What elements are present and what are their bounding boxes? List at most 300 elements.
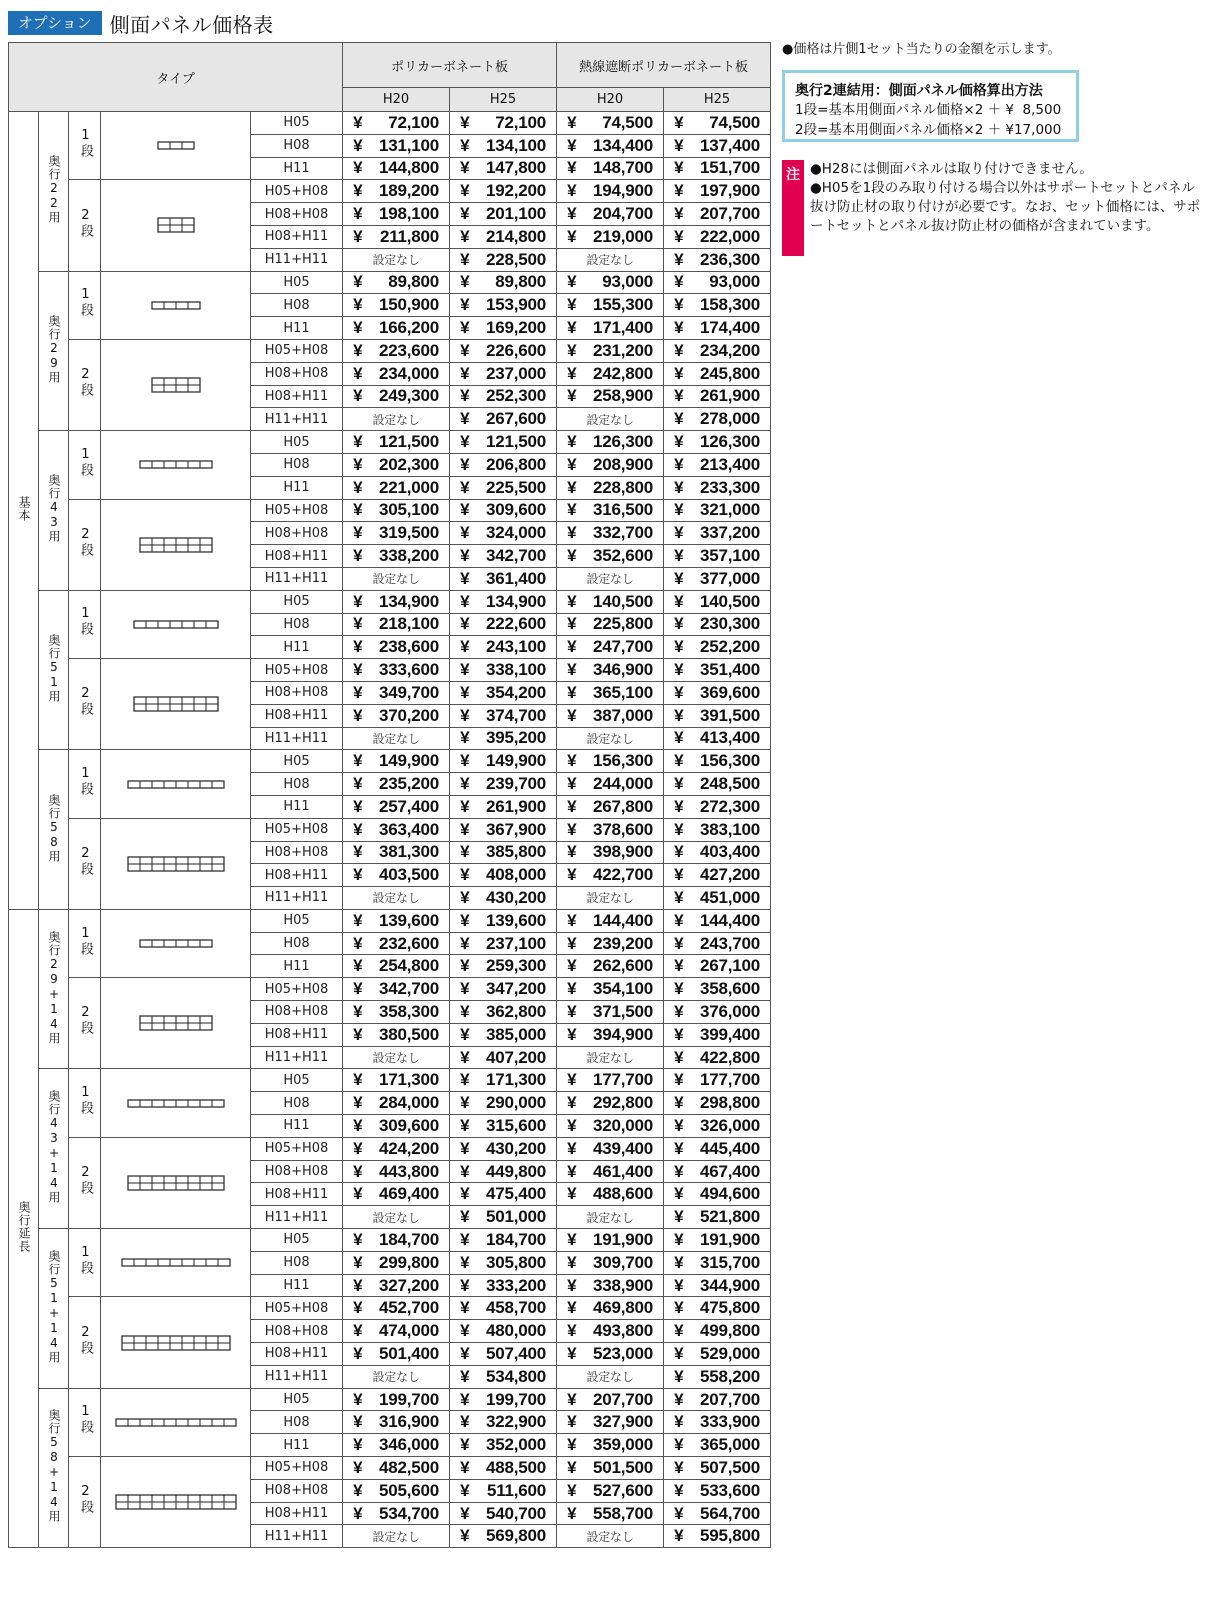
yen-symbol: ¥	[674, 1343, 684, 1363]
yen-symbol: ¥	[674, 1480, 684, 1500]
panel-diagram-icon	[133, 620, 219, 629]
height-size: H08+H08	[251, 362, 343, 385]
panel-diagram	[101, 499, 251, 590]
panel-diagram-icon	[115, 1494, 237, 1510]
yen-symbol: ¥	[353, 796, 363, 816]
panel-diagram	[101, 339, 251, 430]
price-value: 305,800	[486, 1252, 547, 1272]
price-value: 365,100	[593, 682, 654, 702]
price-value: 設定なし	[372, 1051, 420, 1066]
price-cell	[450, 955, 557, 978]
price-cell	[343, 453, 450, 476]
price-value: 501,400	[379, 1343, 440, 1363]
price-cell	[664, 613, 771, 636]
yen-symbol: ¥	[460, 1503, 470, 1523]
price-cell	[557, 795, 664, 818]
price-cell	[664, 476, 771, 499]
price-value: 371,500	[593, 1001, 654, 1021]
price-cell	[450, 1001, 557, 1024]
yen-symbol: ¥	[460, 1161, 470, 1181]
price-value: 258,900	[593, 386, 654, 406]
price-cell	[664, 887, 771, 910]
yen-symbol: ¥	[674, 386, 684, 406]
height-size: H05	[251, 112, 343, 135]
yen-symbol: ¥	[353, 1503, 363, 1523]
price-value: 569,800	[486, 1526, 547, 1546]
price-cell	[557, 932, 664, 955]
height-size: H08	[251, 1251, 343, 1274]
yen-symbol: ¥	[567, 1298, 577, 1318]
price-cell	[664, 955, 771, 978]
yen-symbol: ¥	[460, 1047, 470, 1067]
yen-symbol: ¥	[567, 1321, 577, 1341]
price-cell	[664, 499, 771, 522]
price-cell	[557, 613, 664, 636]
price-cell	[450, 841, 557, 864]
price-value: 290,000	[486, 1093, 547, 1113]
yen-symbol: ¥	[460, 1093, 470, 1113]
price-value: 198,100	[379, 204, 440, 224]
yen-symbol: ¥	[353, 135, 363, 155]
price-value: 284,000	[379, 1093, 440, 1113]
price-cell	[450, 1137, 557, 1160]
depth-label	[39, 909, 69, 1069]
price-cell	[557, 225, 664, 248]
yen-symbol: ¥	[460, 135, 470, 155]
depth-label-text: 奥行43用	[46, 474, 61, 544]
yen-symbol: ¥	[353, 523, 363, 543]
yen-symbol: ¥	[567, 614, 577, 634]
price-cell	[557, 1229, 664, 1252]
price-cell	[343, 727, 450, 750]
price-value: 351,400	[700, 660, 761, 680]
height-size: H05	[251, 1388, 343, 1411]
price-cell	[664, 545, 771, 568]
price-cell	[343, 1388, 450, 1411]
yen-symbol: ¥	[353, 181, 363, 201]
thickness-header: H25	[664, 88, 771, 112]
price-cell	[557, 636, 664, 659]
price-cell	[450, 339, 557, 362]
price-value: 449,800	[486, 1161, 547, 1181]
price-cell	[557, 1001, 664, 1024]
height-size: H11	[251, 1115, 343, 1138]
yen-symbol: ¥	[674, 796, 684, 816]
price-value: 407,200	[486, 1047, 547, 1067]
yen-symbol: ¥	[567, 432, 577, 452]
price-value: 設定なし	[586, 1370, 634, 1385]
yen-symbol: ¥	[674, 340, 684, 360]
yen-symbol: ¥	[567, 477, 577, 497]
yen-symbol: ¥	[674, 910, 684, 930]
price-cell	[343, 1001, 450, 1024]
price-cell	[557, 1457, 664, 1480]
price-value: 設定なし	[586, 412, 634, 427]
price-cell	[557, 1388, 664, 1411]
price-cell	[557, 909, 664, 932]
yen-symbol: ¥	[353, 204, 363, 224]
price-value: 529,000	[700, 1343, 761, 1363]
price-row	[9, 112, 771, 135]
price-value: 252,200	[700, 637, 761, 657]
price-cell	[664, 932, 771, 955]
price-cell	[557, 1023, 664, 1046]
price-value: 197,900	[700, 181, 761, 201]
price-value: 設定なし	[586, 891, 634, 906]
yen-symbol: ¥	[460, 112, 470, 132]
price-value: 540,700	[486, 1503, 547, 1523]
yen-symbol: ¥	[567, 1252, 577, 1272]
price-value: 333,900	[700, 1412, 761, 1432]
panel-diagram-icon	[127, 856, 225, 872]
price-cell	[343, 271, 450, 294]
price-cell	[557, 499, 664, 522]
panel-diagram-icon	[151, 301, 201, 310]
price-cell	[343, 180, 450, 203]
height-size: H11	[251, 636, 343, 659]
price-value: 140,500	[700, 591, 761, 611]
price-cell	[664, 1023, 771, 1046]
yen-symbol: ¥	[674, 409, 684, 429]
yen-symbol: ¥	[460, 1389, 470, 1409]
price-cell	[450, 613, 557, 636]
price-cell	[450, 681, 557, 704]
price-cell	[343, 1160, 450, 1183]
price-cell	[557, 1525, 664, 1548]
height-size: H08+H11	[251, 1343, 343, 1366]
panel-diagram	[101, 818, 251, 909]
yen-symbol: ¥	[353, 956, 363, 976]
price-value: 319,500	[379, 523, 440, 543]
price-value: 403,400	[700, 842, 761, 862]
price-value: 367,900	[486, 819, 547, 839]
yen-symbol: ¥	[674, 1115, 684, 1135]
yen-symbol: ¥	[353, 819, 363, 839]
tier-label	[69, 1297, 101, 1388]
price-cell	[557, 1479, 664, 1502]
yen-symbol: ¥	[674, 1321, 684, 1341]
panel-diagram	[101, 978, 251, 1069]
price-value: 177,700	[593, 1070, 654, 1090]
height-size: H05	[251, 909, 343, 932]
height-size: H08	[251, 134, 343, 157]
price-value: 385,000	[486, 1024, 547, 1044]
price-value: 527,600	[593, 1480, 654, 1500]
price-cell	[343, 339, 450, 362]
price-cell	[664, 157, 771, 180]
depth-label	[39, 112, 69, 272]
price-cell	[343, 522, 450, 545]
price-cell	[343, 887, 450, 910]
panel-diagram	[101, 1069, 251, 1137]
price-value: 139,600	[379, 910, 440, 930]
yen-symbol: ¥	[674, 979, 684, 999]
price-value: 243,100	[486, 637, 547, 657]
yen-symbol: ¥	[674, 1093, 684, 1113]
price-value: 239,700	[486, 774, 547, 793]
panel-diagram-icon	[151, 377, 201, 393]
yen-symbol: ¥	[353, 1252, 363, 1272]
panel-diagram	[101, 909, 251, 977]
price-cell	[664, 385, 771, 408]
price-cell	[664, 841, 771, 864]
price-value: 155,300	[593, 295, 654, 315]
price-cell	[664, 1320, 771, 1343]
height-size: H05	[251, 1069, 343, 1092]
yen-symbol: ¥	[353, 1229, 363, 1249]
yen-symbol: ¥	[674, 1366, 684, 1386]
price-cell	[664, 1137, 771, 1160]
price-cell	[450, 1479, 557, 1502]
yen-symbol: ¥	[567, 1457, 577, 1477]
price-value: 315,600	[486, 1115, 547, 1135]
price-value: 359,000	[593, 1435, 654, 1455]
yen-symbol: ¥	[460, 340, 470, 360]
yen-symbol: ¥	[353, 1161, 363, 1181]
panel-diagram	[101, 590, 251, 658]
price-cell	[664, 294, 771, 317]
height-size: H08	[251, 294, 343, 317]
yen-symbol: ¥	[567, 591, 577, 611]
price-cell	[450, 590, 557, 613]
price-row	[9, 339, 771, 362]
price-value: 218,100	[379, 614, 440, 634]
price-row	[9, 1297, 771, 1320]
price-value: 358,600	[700, 979, 761, 999]
yen-symbol: ¥	[567, 865, 577, 885]
yen-symbol: ¥	[674, 1435, 684, 1455]
price-value: 378,600	[593, 819, 654, 839]
price-cell	[664, 1434, 771, 1457]
tier-label	[69, 659, 101, 750]
price-value: 238,600	[379, 637, 440, 657]
price-value: 261,900	[486, 796, 547, 816]
height-size: H08+H08	[251, 1001, 343, 1024]
tier-label-text: 1段	[77, 446, 93, 477]
price-cell	[664, 1479, 771, 1502]
yen-symbol: ¥	[353, 933, 363, 953]
price-value: 427,200	[700, 865, 761, 885]
price-value: 設定なし	[586, 731, 634, 746]
price-cell	[664, 1069, 771, 1092]
yen-symbol: ¥	[567, 1229, 577, 1249]
yen-symbol: ¥	[460, 705, 470, 725]
yen-symbol: ¥	[567, 340, 577, 360]
price-cell	[343, 932, 450, 955]
price-cell	[343, 681, 450, 704]
price-cell	[343, 294, 450, 317]
price-cell	[343, 317, 450, 340]
yen-symbol: ¥	[460, 523, 470, 543]
yen-symbol: ¥	[674, 591, 684, 611]
price-value: 設定なし	[372, 1370, 420, 1385]
yen-symbol: ¥	[567, 956, 577, 976]
yen-symbol: ¥	[460, 751, 470, 771]
price-value: 設定なし	[372, 412, 420, 427]
price-value: 344,900	[700, 1275, 761, 1295]
tier-label-text: 1段	[77, 766, 93, 797]
price-value: 213,400	[700, 454, 761, 474]
price-value: 326,000	[700, 1115, 761, 1135]
yen-symbol: ¥	[353, 112, 363, 132]
price-value: 399,400	[700, 1024, 761, 1044]
panel-diagram-icon	[157, 217, 195, 233]
yen-symbol: ¥	[353, 682, 363, 702]
price-value: 338,900	[593, 1275, 654, 1295]
height-size: H08+H08	[251, 841, 343, 864]
price-cell	[343, 909, 450, 932]
panel-diagram	[101, 1137, 251, 1228]
tier-label-text: 1段	[77, 127, 93, 158]
height-size: H11	[251, 1274, 343, 1297]
price-cell	[343, 1457, 450, 1480]
price-cell	[557, 294, 664, 317]
yen-symbol: ¥	[460, 1298, 470, 1318]
price-note: ●価格は片側1セット当たりの金額を示します。	[782, 42, 1061, 57]
height-size: H05	[251, 750, 343, 773]
yen-symbol: ¥	[460, 454, 470, 474]
price-value: 230,300	[700, 614, 761, 634]
price-cell	[664, 773, 771, 796]
price-cell	[557, 1206, 664, 1229]
price-cell	[450, 1343, 557, 1366]
price-value: 365,000	[700, 1435, 761, 1455]
price-cell	[450, 545, 557, 568]
height-size: H05+H08	[251, 659, 343, 682]
price-value: 126,300	[700, 432, 761, 452]
price-cell	[664, 362, 771, 385]
price-value: 413,400	[700, 728, 761, 748]
yen-symbol: ¥	[674, 1526, 684, 1546]
panel-diagram	[101, 750, 251, 818]
price-row	[9, 818, 771, 841]
price-cell	[664, 567, 771, 590]
price-value: 480,000	[486, 1321, 547, 1341]
price-cell	[557, 659, 664, 682]
yen-symbol: ¥	[674, 682, 684, 702]
yen-symbol: ¥	[567, 204, 577, 224]
yen-symbol: ¥	[353, 158, 363, 178]
height-size: H11+H11	[251, 248, 343, 271]
depth-label-text: 奥行51+14用	[46, 1249, 61, 1364]
price-value: 564,700	[700, 1503, 761, 1523]
price-cell	[343, 545, 450, 568]
height-size: H11+H11	[251, 1525, 343, 1548]
price-cell	[664, 180, 771, 203]
yen-symbol: ¥	[353, 1412, 363, 1432]
price-value: 222,600	[486, 614, 547, 634]
price-value: 93,000	[709, 272, 761, 292]
yen-symbol: ¥	[567, 1001, 577, 1021]
yen-symbol: ¥	[567, 1138, 577, 1158]
group-label	[9, 909, 39, 1547]
panel-diagram-icon	[127, 1099, 225, 1108]
yen-symbol: ¥	[674, 112, 684, 132]
price-cell	[557, 818, 664, 841]
price-value: 234,000	[379, 363, 440, 383]
yen-symbol: ¥	[460, 660, 470, 680]
price-cell	[343, 1479, 450, 1502]
panel-diagram-icon	[133, 696, 219, 712]
price-value: 511,600	[486, 1480, 547, 1500]
price-value: 316,900	[379, 1412, 440, 1432]
price-cell	[343, 203, 450, 226]
price-cell	[557, 112, 664, 135]
price-cell	[343, 1023, 450, 1046]
price-value: 395,200	[486, 728, 547, 748]
price-cell	[557, 1115, 664, 1138]
yen-symbol: ¥	[460, 158, 470, 178]
height-size: H08+H08	[251, 203, 343, 226]
height-size: H08	[251, 932, 343, 955]
price-value: 443,800	[379, 1161, 440, 1181]
price-value: 521,800	[700, 1207, 761, 1227]
price-cell	[343, 431, 450, 454]
price-cell	[664, 704, 771, 727]
price-value: 321,000	[700, 500, 761, 520]
type-header: タイプ	[9, 43, 343, 112]
price-cell	[664, 978, 771, 1001]
price-cell	[557, 522, 664, 545]
yen-symbol: ¥	[567, 386, 577, 406]
notes-tag: 注	[782, 160, 804, 256]
price-cell	[450, 659, 557, 682]
yen-symbol: ¥	[567, 1412, 577, 1432]
price-value: 244,000	[593, 774, 654, 793]
height-size: H08	[251, 773, 343, 796]
price-value: 257,400	[379, 796, 440, 816]
price-cell	[557, 1183, 664, 1206]
price-value: 134,900	[379, 591, 440, 611]
yen-symbol: ¥	[567, 135, 577, 155]
height-size: H08+H08	[251, 522, 343, 545]
tier-label	[69, 431, 101, 499]
yen-symbol: ¥	[567, 910, 577, 930]
thickness-header: H20	[557, 88, 664, 112]
page-title: 側面パネル価格表	[109, 12, 274, 37]
price-value: 254,800	[379, 956, 440, 976]
price-cell	[343, 978, 450, 1001]
price-value: 346,000	[379, 1435, 440, 1455]
yen-symbol: ¥	[353, 477, 363, 497]
price-row	[9, 271, 771, 294]
price-row	[9, 1229, 771, 1252]
price-cell	[343, 1411, 450, 1434]
tier-label	[69, 1069, 101, 1137]
price-value: 140,500	[593, 591, 654, 611]
price-value: 194,900	[593, 181, 654, 201]
price-value: 370,200	[379, 705, 440, 725]
price-cell	[343, 408, 450, 431]
yen-symbol: ¥	[353, 1321, 363, 1341]
panel-diagram	[101, 659, 251, 750]
price-value: 設定なし	[586, 1210, 634, 1225]
tier-label	[69, 499, 101, 590]
yen-symbol: ¥	[460, 728, 470, 748]
price-value: 352,000	[486, 1435, 547, 1455]
price-cell	[343, 750, 450, 773]
price-cell	[664, 818, 771, 841]
price-value: 387,000	[593, 705, 654, 725]
price-value: 338,100	[486, 660, 547, 680]
price-value: 482,500	[379, 1457, 440, 1477]
yen-symbol: ¥	[674, 318, 684, 338]
price-value: 430,200	[486, 887, 547, 907]
price-value: 507,400	[486, 1343, 547, 1363]
yen-symbol: ¥	[353, 386, 363, 406]
price-cell	[343, 1343, 450, 1366]
price-value: 149,900	[486, 751, 547, 771]
